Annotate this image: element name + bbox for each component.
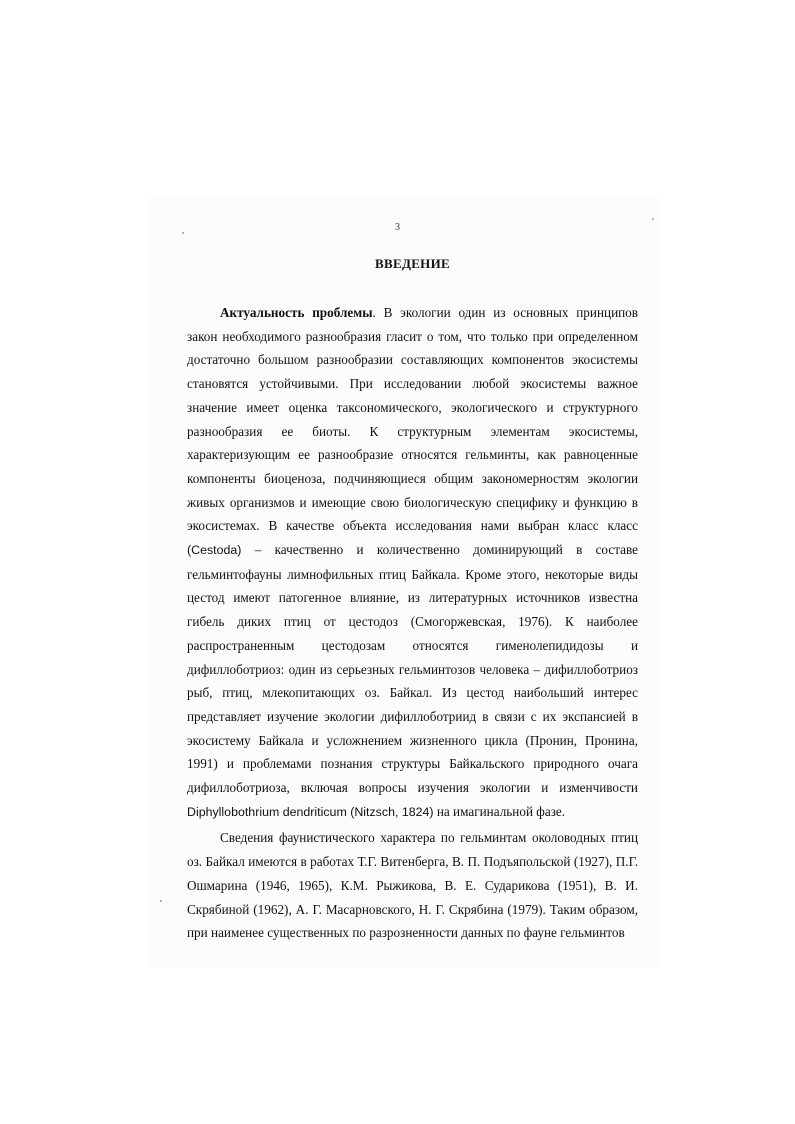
scan-speck	[652, 218, 654, 220]
section-heading: ВВЕДЕНИЕ	[375, 256, 450, 271]
paragraph-faunistic: Сведения фаунистического характера по гельминтам околоводных птиц оз. Байкал имеются в работах Т.Г. Витенберга, В. П. Подъяпольской (1927), П.Г. Ошмарина (1946, 1965), К.М. Рыжикова, В. Е. Сударикова (1951), В. И. Скрябиной (1962), А. Г. Масарновского, Н. Г. Скрябина (1979). Таким образом, при наименее существенных по разрозненности данных по фауне гельминтов	[187, 830, 638, 941]
paragraph-relevance	[187, 301, 638, 824]
latin-species-name: Diphyllobothrium dendriticum (Nitzsch, 1824)	[187, 804, 434, 819]
body-text	[187, 301, 638, 945]
paragraph-text: на имагинальной фазе.	[433, 803, 566, 819]
paragraph-text: . В экологии один из основных принципов закон необходимого разнообразия гласит о том, что только при определенном достаточно большом разнообразии составляющих компонентов экосистемы становятся устойчивыми. При исследовании любой экосистемы важное значение имеет оценка таксономического, экологического и структурного разнообразия ее биоты. К структурным элементам экосистемы, характеризующим ее разнообразие относятся гельминты, как равноценные компоненты биоценоза, подчиняющиеся общим закономерностям экологии живых организмов и имеющие свою биологическую специфику и функцию в экосистемах. В качестве объекта исследования нами выбран класс класс	[187, 305, 639, 534]
latin-term: (Cestoda)	[187, 543, 242, 558]
paragraph-text: – качественно и количественно доминирующий в составе гельминтофауны лимнофильных птиц Байкала. Кроме этого, некоторые виды цестод имеют патогенное влияние, из литературных источников известна гибель диких птиц от цестодоз (Смогоржевская, 1976). К наиболее распространенным цестодозам относятся гименолепидидозы и дифиллоботриоз: один из серьезных гельминтозов человека – дифиллоботриоз рыб, птиц, млекопитающих оз. Байкал. Из цестод наибольший интерес представляет изучение экологии дифиллоботриид в связи с их экспансией в экосистему Байкала и усложнением жизненного цикла (Пронин, Пронина, 1991) и проблемами познания структуры Байкальского природного очага дифиллоботриоза, включая вопросы изучения экологии и изменчивости	[187, 542, 638, 796]
scan-speck	[160, 900, 162, 902]
scan-speck	[182, 232, 184, 234]
paragraph-lead: Актуальность проблемы	[220, 305, 373, 320]
page-number: 3	[395, 222, 400, 233]
